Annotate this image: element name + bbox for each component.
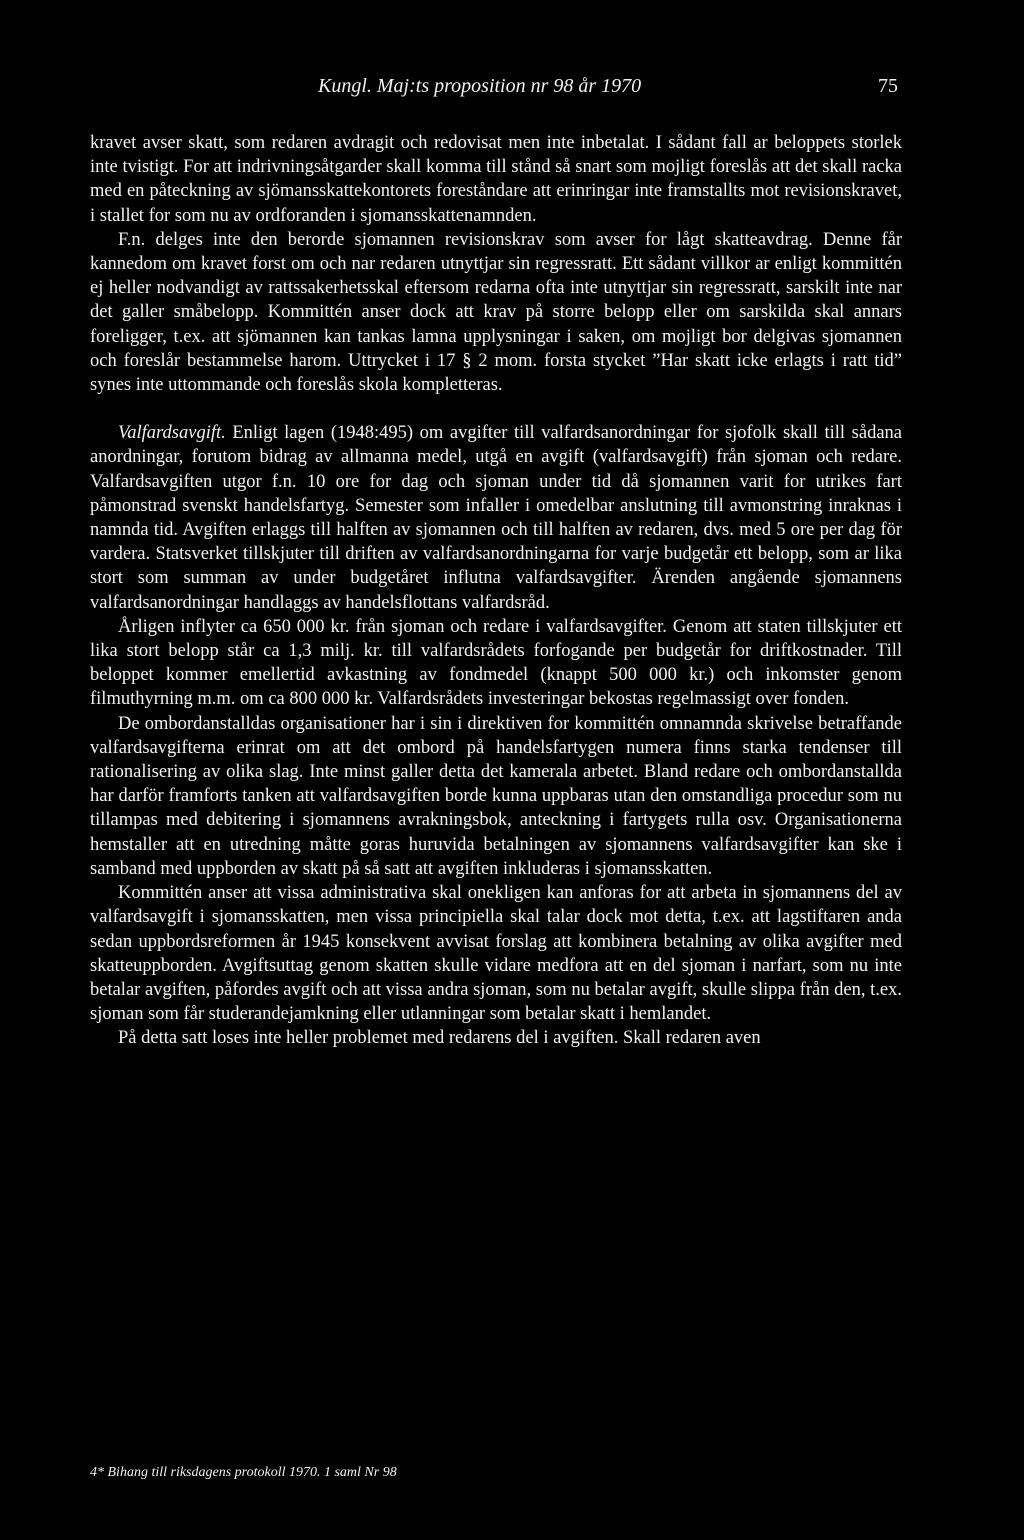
paragraph: Årligen inflyter ca 650 000 kr. från sjoman och redare i valfardsavgifter. Genom att staten tillskjuter ett lika stort belopp står ca 1,3 milj. kr. till valfardsrådets forfogande per budgetår for driftkostnader. Till beloppet kommer emellertid avkastning av fondmedel (knappt 500 000 kr.) och inkomster genom filmuthyrning m.m. om ca 800 000 kr. Valfardsrådets investeringar bekostas regelmassigt over fonden.: [90, 616, 902, 710]
section-heading: Valfardsavgift.: [118, 423, 226, 444]
paragraph: F.n. delges inte den berorde sjomannen revisionskrav som avser for lågt skatteavdrag. Denne får kannedom om kravet forst om och nar redaren utnyttjar sin regressratt. Ett sådant villkor ar enligt kommittén ej heller nodvandigt av rattssakerhetsskal eftersom redarna ofta inte utnyttjar sin regressratt, sarskilt inte nar det galler småbelopp. Kommittén anser dock att krav på storre belopp eller om sarskilda skal annars foreligger, t.ex. att sjömannen kan tankas lamna upplysningar i saken, om mojligt bor delgivas sjomannen och foreslår bestammelse harom. Uttrycket i 17 § 2 mom. forsta stycket ”Har skatt icke erlagts i ratt tid” synes inte uttommande och foreslås skola kompletteras.: [90, 229, 902, 396]
running-title: Kungl. Maj:ts proposition nr 98 år 1970: [318, 75, 642, 97]
section-first-paragraph: [90, 421, 902, 615]
paragraph: kravet avser skatt, som redaren avdragit och redovisat men inte inbetalat. I sådant fall ar beloppets storlek inte tvistigt. For att indrivningsåtgarder skall komma till stånd så snart som mojligt foreslås att det skall racka med en påteckning av sjömansskattekontorets foreståndare att erinringar inte framstallts mot revisionskravet, i stallet for som nu av ordforanden i sjomansskattenamnden.: [90, 133, 902, 226]
page-number: 75: [878, 75, 898, 97]
paragraph: Kommittén anser att vissa administrativa skal onekligen kan anforas for att arbeta in sjomannens del av valfardsavgift i sjomansskatten, men vissa principiella skal talar dock mot detta, t.ex. att lagstiftaren anda sedan uppbordsreformen år 1945 konsekvent avvisat forslag att kombinera betalning av olika avgifter med skatteuppborden. Avgiftsuttag genom skatten skulle vidare medfora att en del sjoman i narfart, som nu inte betalar avgiften, påfordes avgift och att vissa andra sjoman, som nu betalar avgift, skulle slippa från den, t.ex. sjoman som får studerandejamkning eller utlanningar som betalar skatt i hemlandet.: [90, 883, 902, 1025]
paragraph: På detta satt loses inte heller problemet med redarens del i avgiften. Skall redaren aven: [118, 1028, 761, 1049]
body-text: [90, 131, 902, 1051]
section-first-paragraph-text: Enligt lagen (1948:495) om avgifter till valfardsanordningar for sjofolk skall till sådana anordningar, forutom bidrag av allmanna medel, utgå en avgift (valfardsavgift) från sjoman och redare. Valfardsavgiften utgor f.n. 10 ore for dag och sjoman under tid då sjomannen varit for utrikes fart påmonstrad svenskt handelsfartyg. Semester som infaller i omedelbar anslutning till avmonstring inraknas i namnda tid. Avgiften erlaggs till halften av sjomannen och till halften av redaren, dvs. med 5 ore per dag för vardera. Statsverket tillskjuter till driften av valfardsanordningarna for varje budgetår ett belopp, som ar lika stort som summan av under budgetåret influtna valfardsavgifter. Ärenden angående sjomannens valfardsanordningar handlaggs av handelsflottans valfardsråd.: [90, 423, 902, 613]
paragraph: De ombordanstalldas organisationer har i sin i direktiven for kommittén omnamnda skrivelse betraffande valfardsavgifterna erinrat om att det ombord på handelsfartygen numera finns starka tendenser till rationalisering av olika slag. Inte minst galler detta det kamerala arbetet. Bland redare och ombordanstallda har darför framforts tanken att valfardsavgiften borde kunna uppbaras utan den omstandliga procedur som nu tillampas med debitering i sjomannens avrakningsbok, anteckning i fartygets rulla osv. Organisationerna hemstaller att en utredning måtte goras huruvida betalningen av sjomannens valfardsavgifter kan ske i samband med uppborden av skatt på så satt att avgiften inkluderas i sjomansskatten.: [90, 713, 902, 879]
page-footer: 4* Bihang till riksdagens protokoll 1970. 1 saml Nr 98: [90, 1465, 397, 1480]
